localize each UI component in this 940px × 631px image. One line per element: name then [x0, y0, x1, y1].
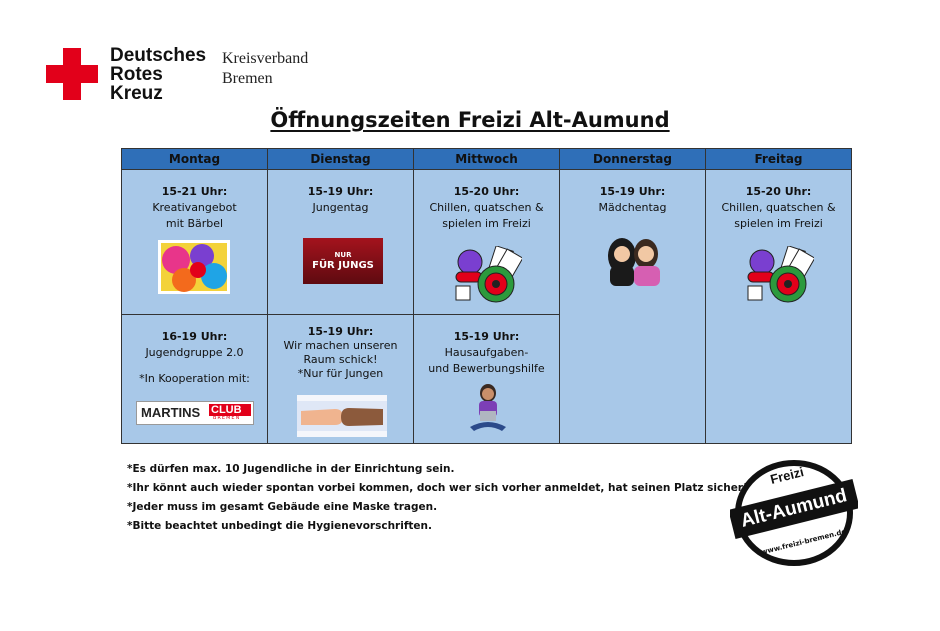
slot-text: *Nur für Jungen [297, 367, 384, 380]
slot-text: spielen im Freizi [734, 217, 823, 230]
martins-club-logo [136, 401, 254, 425]
stamp-url-text: www.freizi-bremen.de [760, 527, 847, 557]
slot-time: 15-19 Uhr: [599, 185, 666, 198]
note-item: *Es dürfen max. 10 Jugendliche in der Einrichtung sein. [127, 463, 455, 475]
slot-time: 15-21 Uhr: [161, 185, 228, 198]
slot-time: 15-20 Uhr: [745, 185, 812, 198]
logo-word-c: BREMEN [213, 415, 241, 421]
cell-tuesday-1 [268, 169, 414, 314]
cell-friday-1 [706, 169, 851, 443]
cell-monday-2 [122, 314, 268, 443]
note-item: *Jeder muss im gesamt Gebäude eine Maske tragen. [127, 501, 438, 513]
slot-text: Wir machen unseren [283, 339, 398, 352]
cell-monday-1 [122, 169, 268, 314]
slot-time: 15-19 Uhr: [307, 325, 374, 338]
fist-bump-icon [297, 395, 387, 437]
cell-thursday-1 [560, 169, 706, 443]
schedule-table [121, 148, 852, 444]
slot-time: 15-19 Uhr: [307, 185, 374, 198]
student-laptop-icon [468, 383, 508, 433]
slot-text: Raum schick! [303, 353, 378, 366]
note-item: *Bitte beachtet unbedingt die Hygienevorschriften. [127, 520, 433, 532]
logo-sub-1: Kreisverband [222, 50, 309, 67]
fuer-jungs-badge [303, 238, 383, 284]
header-thursday: Donnerstag [560, 149, 706, 169]
drk-wordmark [110, 46, 206, 103]
logo-sub-2: Bremen [222, 70, 273, 87]
slot-text: Jungentag [312, 201, 369, 214]
header-tuesday: Dienstag [268, 149, 414, 169]
stamp-main-text: Alt-Aumund [738, 485, 850, 532]
logo-word-a: MARTINS [141, 405, 201, 420]
cell-wednesday-1 [414, 169, 560, 314]
note-item: *Ihr könnt auch wieder spontan vorbei kommen, doch wer sich vorher anmeldet, hat seinen Platz sicher! [127, 482, 748, 494]
cell-tuesday-2 [268, 314, 414, 443]
logo-line-2: Rotes [110, 64, 163, 85]
slot-time: 15-19 Uhr: [453, 330, 520, 343]
badge-small-text: NUR [334, 251, 352, 259]
logo-word-b: CLUB [209, 404, 251, 416]
logo-line-1: Deutsches [110, 45, 207, 66]
slot-text: Kreativangebot [152, 201, 237, 214]
page-title: Öffnungszeiten Freizi Alt-Aumund [270, 108, 670, 132]
slot-time: 15-20 Uhr: [453, 185, 520, 198]
notes-list [127, 460, 748, 536]
header-wednesday: Mittwoch [414, 149, 560, 169]
badge-main-text: FÜR JUNGS [312, 260, 374, 271]
header-monday: Montag [122, 149, 268, 169]
girls-icon [604, 236, 666, 288]
logo-line-3: Kreuz [110, 83, 163, 104]
stamp-top-text: Freizi [768, 464, 806, 487]
cell-wednesday-2 [414, 314, 560, 443]
slot-text: Mädchentag [598, 201, 667, 214]
slot-time: 16-19 Uhr: [161, 330, 228, 343]
slot-text: und Bewerbungshilfe [428, 362, 545, 375]
slot-text: spielen im Freizi [442, 217, 531, 230]
kreisverband-text [222, 49, 308, 89]
slot-text: Jugendgruppe 2.0 [145, 346, 244, 359]
paint-splash-icon [158, 240, 230, 294]
slot-text: Chillen, quatschen & [721, 201, 836, 214]
slot-text: *In Kooperation mit: [139, 372, 250, 385]
slot-text: mit Bärbel [165, 217, 224, 230]
games-icon [744, 246, 814, 304]
slot-text: Hausaufgaben- [444, 346, 529, 359]
red-cross-icon [46, 48, 98, 100]
drk-logo [46, 46, 336, 106]
header-friday: Freitag [706, 149, 851, 169]
games-icon [452, 246, 522, 304]
slot-text: Chillen, quatschen & [429, 201, 544, 214]
freizi-stamp-logo [730, 458, 858, 568]
